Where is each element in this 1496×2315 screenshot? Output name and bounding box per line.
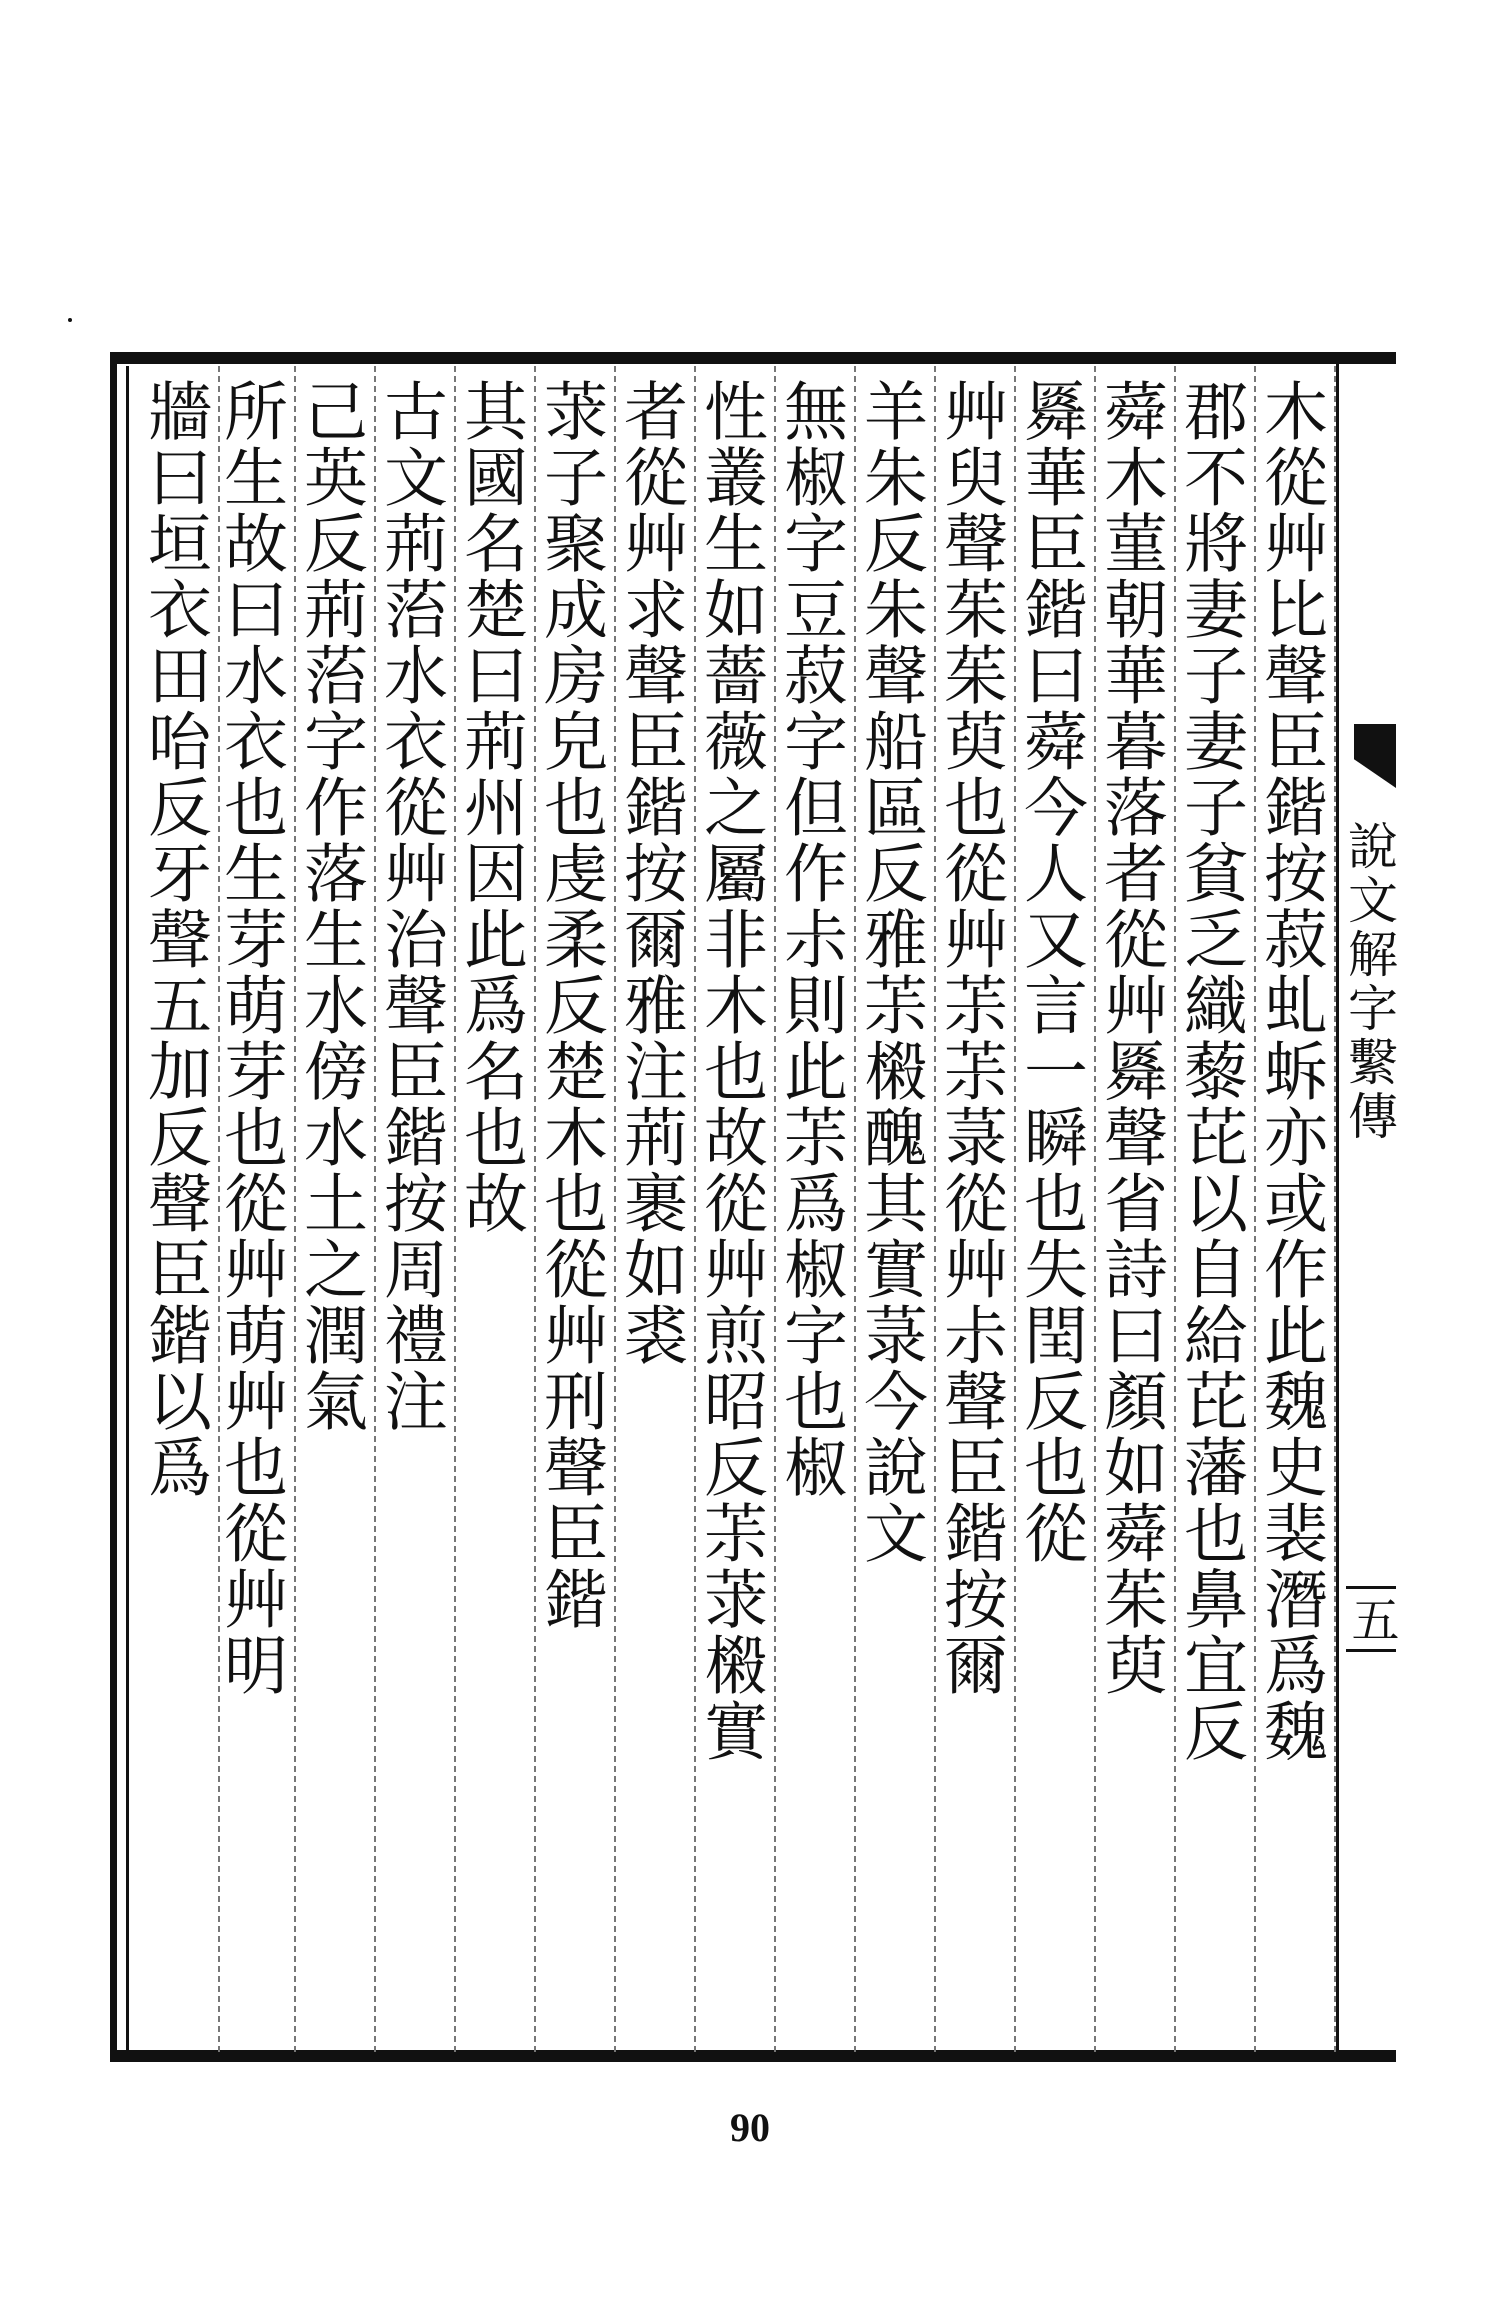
- page-number: 90: [730, 2105, 770, 2150]
- column-text: 牆曰垣衣田咍反牙聲五加反聲臣鍇以爲: [137, 378, 211, 1500]
- text-column-4: [1006, 366, 1096, 2052]
- text-column-6: [846, 366, 936, 2052]
- column-text: 其國名楚曰荊州因此爲名也故: [453, 378, 527, 1236]
- text-column-3: [1086, 366, 1176, 2052]
- text-column-10: [526, 366, 616, 2052]
- column-text: 蕣木菫朝華暮落者從艸䑞聲省詩曰顏如蕣茱萸: [1093, 378, 1167, 1698]
- column-text: 艸臾聲茱茱萸也從艸茮茮菉從艸尗聲臣鍇按爾: [933, 378, 1007, 1698]
- text-column-9: [606, 366, 696, 2052]
- margin-strip: [1336, 352, 1396, 2062]
- text-column-11: [446, 366, 536, 2052]
- column-text: 性叢生如薔薇之屬非木也故從艸煎昭反茮莍樧實: [693, 378, 767, 1764]
- column-text: 己英反荊菭字作落生水傍水土之潤氣: [293, 378, 367, 1434]
- ink-speck: [68, 318, 72, 322]
- text-column-7: [766, 366, 856, 2052]
- column-text: 羊朱反朱聲船區反雅茮樧醜其實菉今說文: [853, 378, 927, 1566]
- text-column-15: [130, 366, 220, 2052]
- text-column-2: [1166, 366, 1256, 2052]
- margin-folio: 五: [1346, 1586, 1396, 1652]
- column-text: 無椒字豆菽字但作尗則此茮爲椒字也椒: [773, 378, 847, 1500]
- text-column-1: [1246, 366, 1336, 2052]
- text-column-8: [686, 366, 776, 2052]
- text-column-5: [926, 366, 1016, 2052]
- margin-title: 說文解字繫傳: [1340, 820, 1398, 1144]
- text-column-12: [366, 366, 456, 2052]
- column-text: 郡不將妻子妻子貧乏織藜芘以自給芘藩也鼻宜反: [1173, 378, 1247, 1764]
- column-text: 者從艸求聲臣鍇按爾雅注荊裹如裘: [613, 378, 687, 1368]
- text-column-13: [286, 366, 376, 2052]
- column-text: 莍子聚成房皃也虔柔反楚木也從艸刑聲臣鍇: [533, 378, 607, 1632]
- column-text: 所生故曰水衣也生芽萌芽也從艸萌艸也從艸明: [213, 378, 287, 1698]
- column-text: 䑞華臣鍇曰蕣今人又言一瞬也失閏反也從: [1013, 378, 1087, 1566]
- column-text: 木從艸比聲臣鍇按菽虬蚸亦或作此魏史裴潛爲魏: [1253, 378, 1327, 1764]
- inner-border-rule: [126, 366, 129, 2052]
- column-text: 古文荊菭水衣從艸治聲臣鍇按周禮注: [373, 378, 447, 1434]
